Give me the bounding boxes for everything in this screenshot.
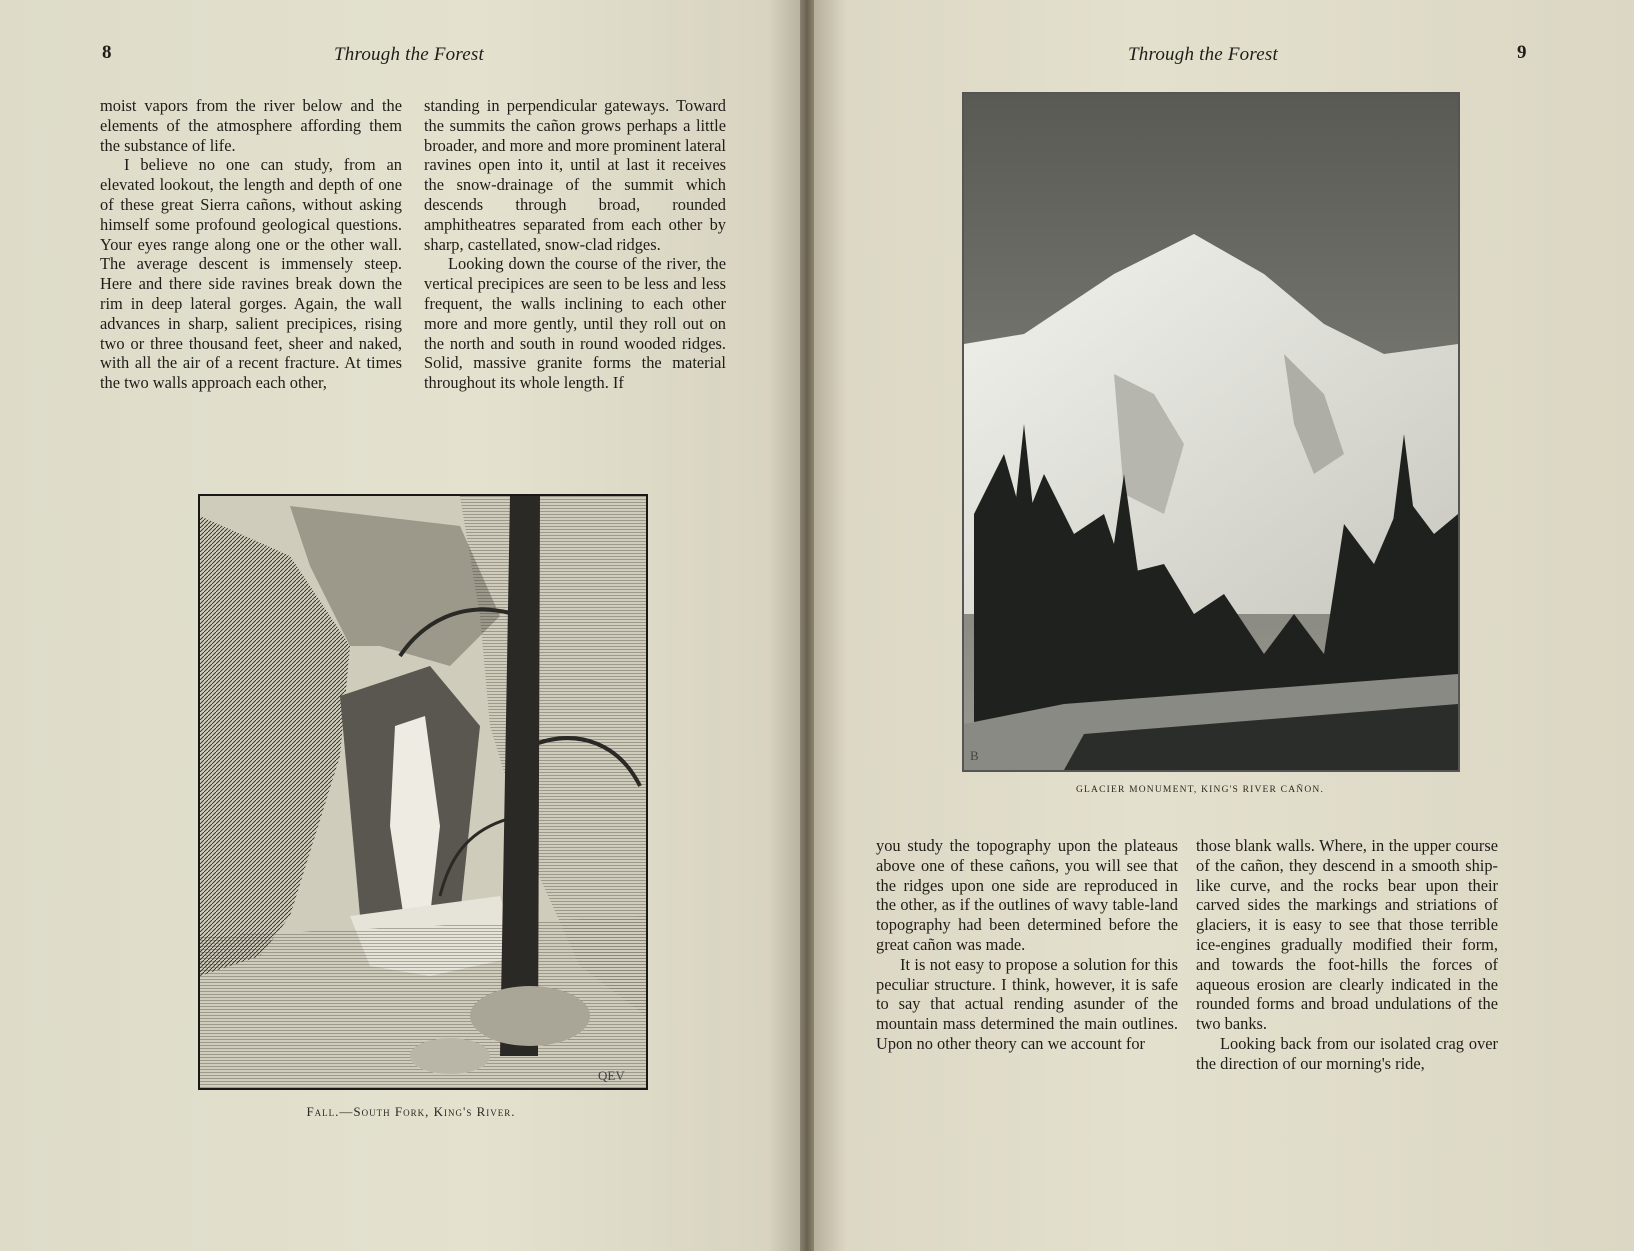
mountain-photograph	[962, 92, 1460, 772]
running-head: Through the Forest	[334, 44, 484, 65]
left-page	[0, 0, 800, 1251]
paragraph: those blank walls. Where, in the upper course of the cañon, they descend in a smooth ship-like curve, and the rocks bear upon their carved sides the markings and striations of glaciers, it is easy to see that those terrible ice-engines gradually modified their form, and towards the foot-hills the forces of aqueous erosion are clearly indicated in the rounded forms and broad undulations of the two banks.	[1196, 836, 1498, 1034]
paragraph: you study the topography upon the plateaus above one of these cañons, you will see that the ridges upon one side are reproduced in the other, as if the outlines of wavy table-land topography had been determined before the great cañon was made.	[876, 836, 1178, 954]
waterfall-engraving	[198, 494, 648, 1090]
book-gutter	[800, 0, 814, 1251]
paragraph: standing in perpendicular gateways. Toward the summits the cañon grows perhaps a little broader, and more and more prominent lateral ravines open into it, until at last it receives the snow-drainage of the summit which descends through broad, rounded amphitheatres separated from each other by sharp, castellated, snow-clad ridges.	[424, 96, 726, 254]
artist-signature: QEV	[598, 1068, 625, 1083]
running-head: Through the Forest	[1128, 44, 1278, 65]
figure-caption: Fall.—South Fork, King's River.	[306, 1104, 516, 1119]
right-page	[814, 0, 1634, 1251]
text-column-1	[876, 836, 1178, 1054]
text-column-1	[100, 96, 402, 393]
paragraph: I believe no one can study, from an elevated lookout, the length and depth of one of these great Sierra cañons, without asking himself some profound geological questions. Your eyes range along one or the other wall. The average descent is immensely steep. Here and there side ravines break down the rim in deep lateral gorges. Again, the wall advances in sharp, salient precipices, rising two or three thousand feet, sheer and naked, with all the air of a recent fracture. At times the two walls approach each other,	[100, 155, 402, 393]
page-number: 8	[102, 42, 112, 63]
figure-caption: GLACIER MONUMENT, KING'S RIVER CAÑON.	[1075, 785, 1325, 795]
paragraph: It is not easy to propose a solution for this peculiar structure. I think, however, it is safe to say that actual rending asunder of the mountain mass determined the main outlines. Upon no other theory can we account for	[876, 954, 1178, 1053]
paragraph: Looking back from our isolated crag over the direction of our morning's ride,	[1196, 1033, 1498, 1073]
text-column-2	[1196, 836, 1498, 1074]
artist-signature: B	[970, 748, 979, 763]
text-column-2	[424, 96, 726, 393]
paragraph: Looking down the course of the river, the vertical precipices are seen to be less and less frequent, the walls inclining to each other more and more gently, until they roll out on the north and south in round wooded ridges. Solid, massive granite forms the material throughout its whole length. If	[424, 254, 726, 393]
paragraph: moist vapors from the river below and the elements of the atmosphere affording them the substance of life.	[100, 96, 402, 155]
page-number: 9	[1517, 42, 1527, 63]
